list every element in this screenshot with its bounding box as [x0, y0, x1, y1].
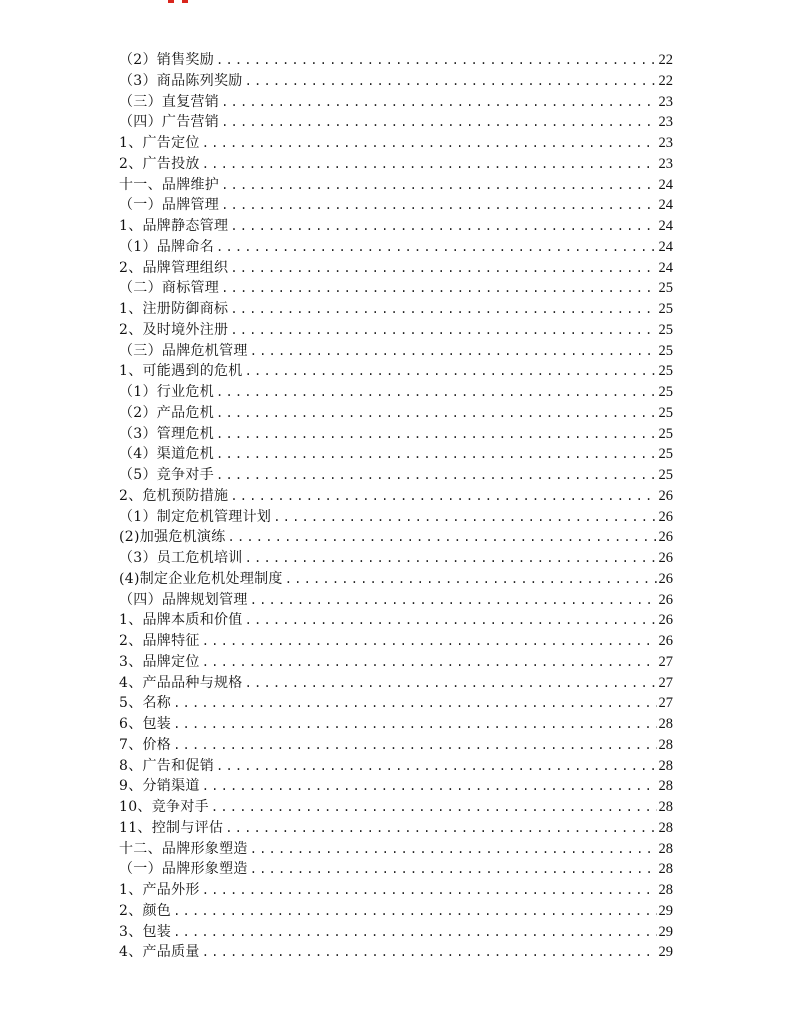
toc-entry[interactable] [119, 569, 673, 590]
toc-entry-page-number: 26 [658, 612, 673, 629]
toc-entry-title: （一）品牌管理 [119, 197, 220, 214]
toc-dot-leader [248, 341, 657, 362]
toc-entry-page-number: 28 [658, 757, 673, 774]
toc-entry-page-number: 25 [658, 446, 673, 463]
toc-entry-page-number: 28 [658, 819, 673, 836]
toc-entry-page-number: 28 [658, 716, 673, 732]
toc-dot-leader [248, 590, 657, 611]
toc-dot-leader [200, 942, 657, 963]
toc-entry-page-number: 26 [658, 550, 673, 566]
toc-dot-leader [271, 507, 657, 528]
toc-entry-page-number: 23 [658, 93, 673, 110]
toc-entry[interactable] [119, 175, 673, 196]
toc-dot-leader [214, 756, 657, 777]
toc-dot-leader [226, 527, 657, 548]
toc-entry-page-number: 28 [658, 840, 673, 857]
toc-entry-page-number: 28 [658, 778, 673, 795]
toc-entry-title: （三）品牌危机管理 [119, 342, 248, 359]
toc-entry-title: 4、产品质量 [119, 944, 200, 961]
toc-dot-leader [219, 92, 657, 113]
toc-dot-leader [214, 444, 657, 465]
toc-entry-title: （3）员工危机培训 [119, 550, 243, 566]
toc-entry-page-number: 27 [658, 653, 673, 670]
toc-entry-title: 1、广告定位 [119, 135, 200, 151]
toc-entry-title: 十二、品牌形象塑造 [119, 840, 248, 857]
toc-entry[interactable] [119, 548, 673, 569]
toc-entry-title: （3）商品陈列奖励 [119, 72, 243, 89]
toc-entry-page-number: 25 [658, 404, 673, 421]
toc-dot-leader [171, 922, 657, 943]
top-red-mark-left [168, 0, 174, 3]
toc-dot-leader [228, 486, 657, 507]
toc-entry[interactable] [119, 527, 673, 548]
toc-entry-page-number: 22 [658, 52, 673, 68]
toc-dot-leader [228, 216, 657, 237]
toc-entry[interactable] [119, 486, 673, 507]
toc-entry-title: （1）品牌命名 [119, 238, 215, 255]
toc-entry-title: 2、及时境外注册 [119, 321, 229, 338]
toc-entry-page-number: 23 [658, 114, 673, 131]
toc-entry-title: 8、广告和促销 [119, 757, 215, 774]
toc-entry[interactable] [119, 341, 673, 362]
toc-dot-leader [243, 361, 657, 382]
toc-dot-leader [219, 278, 657, 299]
toc-entry-title: （5）竞争对手 [119, 467, 215, 483]
toc-entry-page-number: 26 [658, 508, 673, 525]
toc-entry[interactable] [119, 922, 673, 943]
toc-entry-title: 2、颜色 [119, 902, 172, 919]
toc-entry-page-number: 24 [658, 218, 673, 234]
toc-entry-page-number: 26 [658, 529, 673, 546]
toc-entry-page-number: 24 [658, 259, 673, 276]
toc-dot-leader [223, 818, 657, 839]
toc-dot-leader [228, 320, 657, 341]
toc-entry-title: 2、广告投放 [119, 155, 200, 172]
toc-entry-page-number: 24 [658, 238, 673, 255]
toc-entry-page-number: 28 [658, 861, 673, 878]
toc-dot-leader [209, 797, 657, 818]
toc-entry-title: 1、可能遇到的危机 [119, 363, 243, 380]
toc-entry[interactable] [119, 299, 673, 320]
toc-entry-title: 7、价格 [119, 736, 172, 753]
toc-entry-title: 十一、品牌维护 [119, 176, 220, 193]
toc-entry[interactable] [119, 50, 673, 71]
toc-entry[interactable] [119, 818, 673, 839]
toc-entry[interactable] [119, 714, 673, 735]
toc-entry-title: (4)制定企业危机处理制度 [119, 570, 283, 587]
toc-dot-leader [200, 652, 657, 673]
toc-entry-title: （3）管理危机 [119, 425, 215, 442]
toc-entry-page-number: 26 [658, 570, 673, 587]
toc-entry[interactable] [119, 112, 673, 133]
toc-entry[interactable] [119, 942, 673, 963]
toc-entry-page-number: 26 [658, 633, 673, 649]
toc-dot-leader [171, 714, 657, 735]
toc-entry-title: （一）品牌形象塑造 [119, 861, 248, 878]
toc-entry[interactable] [119, 631, 673, 652]
toc-entry-page-number: 25 [658, 384, 673, 400]
toc-entry-title: 4、产品品种与规格 [119, 674, 243, 691]
toc-dot-leader [200, 133, 657, 154]
toc-entry[interactable] [119, 361, 673, 382]
toc-entry-page-number: 25 [658, 301, 673, 317]
toc-entry-page-number: 23 [658, 135, 673, 151]
toc-entry-page-number: 25 [658, 321, 673, 338]
toc-entry[interactable] [119, 154, 673, 175]
toc-entry-page-number: 28 [658, 736, 673, 753]
toc-entry-title: 6、包装 [119, 716, 172, 732]
toc-entry[interactable] [119, 403, 673, 424]
toc-entry-title: 3、包装 [119, 923, 172, 940]
toc-entry-page-number: 26 [658, 487, 673, 504]
toc-entry[interactable] [119, 444, 673, 465]
toc-entry-page-number: 27 [658, 695, 673, 712]
toc-dot-leader [200, 776, 657, 797]
toc-entry-title: 1、品牌本质和价值 [119, 612, 243, 629]
toc-dot-leader [200, 880, 657, 901]
toc-entry-title: 9、分销渠道 [119, 778, 200, 795]
toc-dot-leader [228, 299, 657, 320]
toc-entry-page-number: 25 [658, 280, 673, 297]
toc-dot-leader [243, 548, 657, 569]
toc-entry-title: 10、竞争对手 [119, 799, 209, 815]
toc-dot-leader [200, 154, 657, 175]
toc-dot-leader [200, 631, 657, 652]
toc-entry[interactable] [119, 237, 673, 258]
toc-entry[interactable] [119, 610, 673, 631]
toc-dot-leader [214, 424, 657, 445]
toc-entry-page-number: 24 [658, 176, 673, 193]
toc-dot-leader [219, 195, 657, 216]
toc-entry-title: （1）行业危机 [119, 384, 215, 400]
toc-entry[interactable] [119, 652, 673, 673]
toc-entry[interactable] [119, 901, 673, 922]
toc-entry-page-number: 29 [658, 944, 673, 961]
toc-dot-leader [243, 610, 657, 631]
toc-dot-leader [214, 403, 657, 424]
toc-entry[interactable] [119, 507, 673, 528]
toc-entry-title: （2）销售奖励 [119, 52, 215, 68]
toc-entry-title: 1、注册防御商标 [119, 301, 229, 317]
toc-entry-page-number: 22 [658, 72, 673, 89]
toc-entry-title: 3、品牌定位 [119, 653, 200, 670]
toc-dot-leader [214, 382, 657, 403]
toc-dot-leader [243, 71, 657, 92]
toc-entry[interactable] [119, 693, 673, 714]
toc-entry[interactable] [119, 92, 673, 113]
toc-entry-page-number: 25 [658, 467, 673, 483]
toc-entry-page-number: 28 [658, 799, 673, 815]
toc-entry[interactable] [119, 382, 673, 403]
toc-dot-leader [219, 175, 657, 196]
toc-entry[interactable] [119, 880, 673, 901]
toc-entry-title: 1、产品外形 [119, 882, 200, 898]
toc-entry[interactable] [119, 673, 673, 694]
toc-entry-title: （2）产品危机 [119, 404, 215, 421]
toc-entry[interactable] [119, 735, 673, 756]
toc-entry[interactable] [119, 424, 673, 445]
toc-entry[interactable] [119, 278, 673, 299]
toc-entry-title: 11、控制与评估 [119, 819, 224, 836]
toc-entry-page-number: 24 [658, 197, 673, 214]
toc-dot-leader [214, 50, 657, 71]
toc-entry-page-number: 25 [658, 425, 673, 442]
toc-dot-leader [219, 112, 657, 133]
toc-entry[interactable] [119, 320, 673, 341]
toc-dot-leader [171, 901, 657, 922]
toc-entry-page-number: 26 [658, 591, 673, 608]
toc-entry-title: （4）渠道危机 [119, 446, 215, 463]
toc-entry-title: 5、名称 [119, 695, 172, 712]
toc-dot-leader [243, 673, 657, 694]
top-red-mark [168, 0, 194, 3]
toc-entry-title: 2、品牌特征 [119, 633, 200, 649]
toc-entry[interactable] [119, 590, 673, 611]
toc-entry[interactable] [119, 258, 673, 279]
toc-entry[interactable] [119, 776, 673, 797]
toc-entry-page-number: 23 [658, 155, 673, 172]
toc-entry-title: （二）商标管理 [119, 280, 220, 297]
toc-entry-title: （三）直复营销 [119, 93, 220, 110]
toc-dot-leader [214, 237, 657, 258]
toc-entry[interactable] [119, 756, 673, 777]
toc-entry-page-number: 25 [658, 363, 673, 380]
toc-entry-page-number: 29 [658, 923, 673, 940]
toc-entry[interactable] [119, 465, 673, 486]
toc-entry-title: （四）广告营销 [119, 114, 220, 131]
toc-entry-title: （四）品牌规划管理 [119, 591, 248, 608]
toc-dot-leader [283, 569, 657, 590]
toc-dot-leader [171, 735, 657, 756]
toc-entry-title: （1）制定危机管理计划 [119, 508, 272, 525]
toc-entry-page-number: 29 [658, 902, 673, 919]
toc-dot-leader [171, 693, 657, 714]
toc-entry[interactable] [119, 195, 673, 216]
toc-entry[interactable] [119, 133, 673, 154]
toc-dot-leader [228, 258, 657, 279]
toc-entry[interactable] [119, 859, 673, 880]
top-red-mark-right [182, 0, 188, 3]
toc-entry[interactable] [119, 71, 673, 92]
toc-entry-page-number: 28 [658, 882, 673, 898]
toc-entry-title: (2)加强危机演练 [119, 529, 226, 546]
toc-entry-title: 2、品牌管理组织 [119, 259, 229, 276]
toc-entry[interactable] [119, 216, 673, 237]
toc-entry-page-number: 27 [658, 674, 673, 691]
toc-entry-page-number: 25 [658, 342, 673, 359]
toc-entry-title: 2、危机预防措施 [119, 487, 229, 504]
toc-dot-leader [248, 839, 657, 860]
table-of-contents [119, 50, 673, 963]
toc-entry[interactable] [119, 839, 673, 860]
toc-entry[interactable] [119, 797, 673, 818]
toc-dot-leader [214, 465, 657, 486]
toc-dot-leader [248, 859, 657, 880]
toc-entry-title: 1、品牌静态管理 [119, 218, 229, 234]
